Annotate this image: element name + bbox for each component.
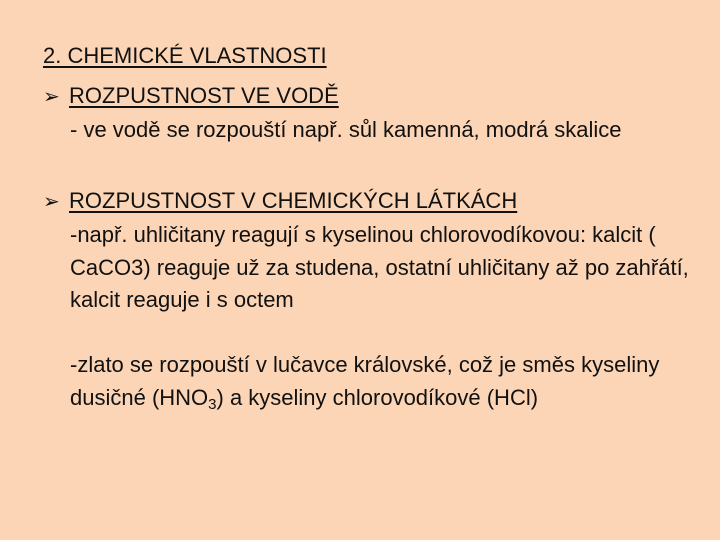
- section-heading-water: ROZPUSTNOST VE VODĚ: [69, 83, 339, 108]
- aqua-regia-text: [70, 349, 690, 414]
- bullet-item-chemical-solubility: [43, 186, 517, 217]
- carbonates-text: -např. uhličitany reagují s kyselinou chlorovodíkovou: kalcit ( CaCO3) reaguje už za studena, ostatní uhličitany až po zahřátí, kalcit reaguje i s octem: [70, 222, 689, 312]
- water-solubility-text: - ve vodě se rozpouští např. sůl kamenná, modrá skalice: [70, 117, 622, 142]
- section-heading-chemicals: ROZPUSTNOST V CHEMICKÝCH LÁTKÁCH: [69, 188, 518, 213]
- subscript-three: 3: [208, 395, 217, 413]
- slide-title: 2. CHEMICKÉ VLASTNOSTI: [43, 43, 327, 68]
- arrow-bullet-icon: ➢: [43, 86, 60, 108]
- bullet-item-water-solubility: [43, 81, 339, 112]
- aqua-regia-text-part1: -zlato se rozpouští v lučavce královské, což je směs kyseliny dusičné (HNO: [70, 352, 660, 410]
- arrow-bullet-icon: ➢: [43, 191, 60, 213]
- aqua-regia-text-part2: ) a kyseliny chlorovodíkové (HCl): [216, 384, 539, 410]
